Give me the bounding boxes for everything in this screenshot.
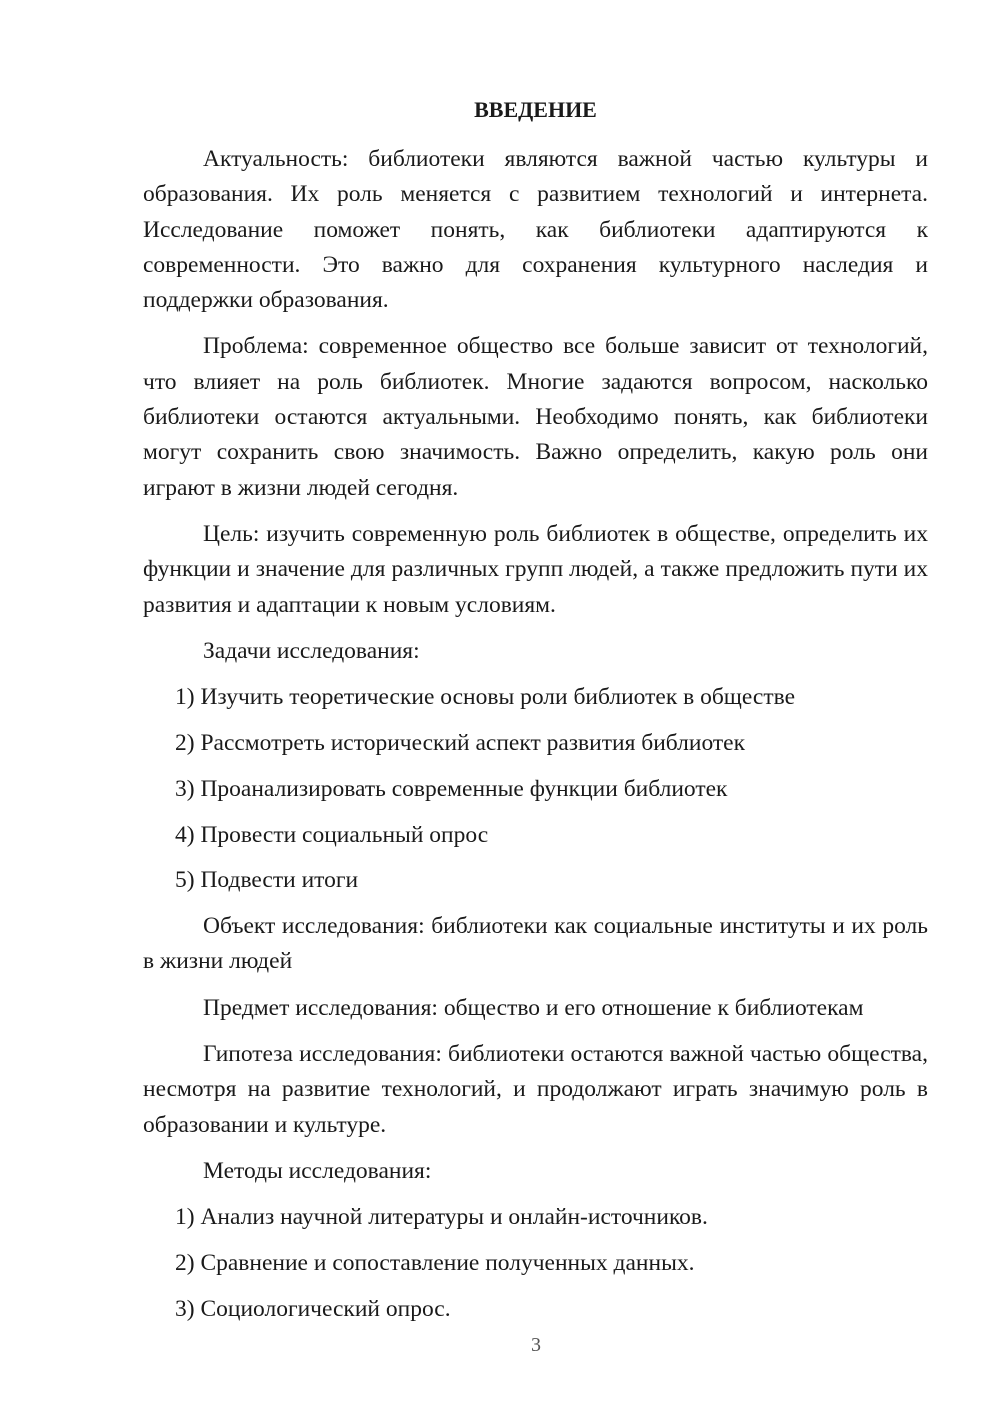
method-item: 1) Анализ научной литературы и онлайн-источников. (175, 1204, 708, 1231)
subject-paragraph: Предмет исследования: общество и его отношение к библиотекам (203, 994, 864, 1021)
methods-label: Методы исследования: (203, 1157, 432, 1184)
method-item: 2) Сравнение и сопоставление полученных данных. (175, 1250, 695, 1277)
problem-paragraph: Проблема: современное общество все больше зависит от технологий, что влияет на роль библиотек. Многие задаются вопросом, насколько библиотеки остаются актуальными. Необходимо понять, как библиотеки могут сохранить свою значимость. Важно определить, какую роль они играют в жизни людей сегодня. (143, 333, 928, 501)
tasks-list (143, 680, 928, 898)
method-item: 3) Социологический опрос. (175, 1295, 451, 1322)
object-paragraph: Объект исследования: библиотеки как социальные институты и их роль в жизни людей (143, 913, 928, 975)
page-number: 3 (531, 1334, 541, 1356)
tasks-label: Задачи исследования: (203, 637, 420, 664)
page-content (143, 92, 928, 1338)
page-title: ВВЕДЕНИЕ (474, 97, 597, 122)
task-item: 4) Провести социальный опрос (175, 821, 489, 848)
task-item: 5) Подвести итоги (175, 867, 359, 894)
task-item: 1) Изучить теоретические основы роли библиотек в обществе (175, 684, 795, 711)
hypothesis-paragraph: Гипотеза исследования: библиотеки остаются важной частью общества, несмотря на развитие технологий, и продолжают играть значимую роль в образовании и культуре. (143, 1041, 928, 1138)
goal-paragraph: Цель: изучить современную роль библиотек в обществе, определить их функции и значение для различных групп людей, а также предложить пути их развития и адаптации к новым условиям. (143, 520, 928, 618)
methods-list (143, 1200, 928, 1327)
relevance-paragraph: Актуальность: библиотеки являются важной частью культуры и образования. Их роль меняется с развитием технологий и интернета. Исследование поможет понять, как библиотеки адаптируются к современности. Это важно для сохранения культурного наследия и поддержки образования. (143, 146, 928, 314)
task-item: 3) Проанализировать современные функции библиотек (175, 775, 728, 802)
task-item: 2) Рассмотреть исторический аспект развития библиотек (175, 729, 746, 756)
